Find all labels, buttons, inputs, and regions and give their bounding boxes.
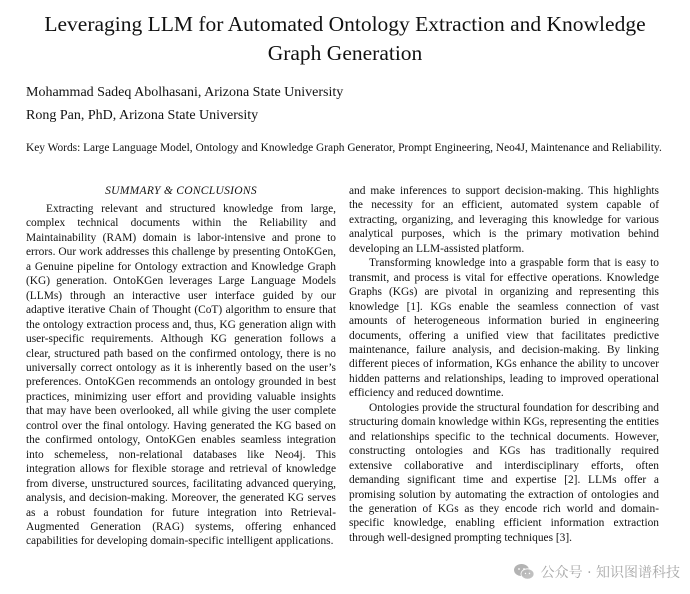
section-heading: SUMMARY & CONCLUSIONS — [105, 185, 257, 197]
body-paragraph: Transforming knowledge into a graspable form that is easy to transmit, and process is vital for effective operations. Knowledge Graphs (KGs) are pivotal in organizing and representing this knowledge [1]. KGs enable the seamless connection of vast amounts of heterogeneous information buried in engineering documents, offering a unified view that facilitates predictive maintenance, failure analysis, and decision-making. By linking different pieces of information, KGs enhance the ability to uncover hidden patterns and relationships, leading to improved operational efficiency and reduced downtime. — [349, 257, 659, 400]
summary-paragraph: Extracting relevant and structured knowledge from large, complex technical documents within the Reliability and Maintainability (RAM) domain is labor-intensive and prone to errors. Our work addresses this challenge by presenting OntoKGen, a Genuine pipeline for Ontology extraction and Knowledge Graph (KG) generation. OntoKGen leverages Large Language Models (LLMs) through an interactive user interface guided by our adaptive iterative Chain of Thought (CoT) algorithm to ensure that the ontology extraction process and, thus, KG generation align with user-specific requirements. Although KG generation follows a clear, structured path based on the confirmed ontology, there is no universally correct ontology as it is inherently based on the user’s preferences. OntoKGen recommends an ontology grounded in best practices, minimizing user effort and providing valuable insights that may have been overlooked, all while giving the user complete control over the final ontology. Having generated the KG based on the confirmed ontology, OntoKGen enables seamless integration into schemeless, non-relational databases like Neo4j. This integration allows for flexible storage and retrieval of knowledge from diverse, unstructured sources, facilitating advanced querying, analysis, and decision-making. Moreover, the generated KG serves as a robust foundation for future integration into Retrieval-Augmented Generation (RAG) systems, offering enhanced capabilities for developing domain-specific intelligent applications. — [26, 203, 336, 548]
body-paragraph: Ontologies provide the structural foundation for describing and structuring domain knowledge within KGs, representing the entities and relationships specific to the technical documents. However, constructing ontologies and KGs has traditionally required extensive collaborative and interdisciplinary efforts, often demanding significant time and expertise [2]. LLMs offer a promising solution by automating the extraction of ontologies and the generation of KGs as they encode rich world and domain-specific knowledge, enabling efficient information extraction through well-designed prompting techniques [3]. — [349, 401, 659, 544]
keywords: Key Words: Large Language Model, Ontology and Knowledge Graph Generator, Prompt Engineering, Neo4J, Maintenance and Reliability. — [26, 142, 662, 154]
left-column — [26, 184, 336, 549]
right-column — [349, 184, 659, 545]
paper-title: Leveraging LLM for Automated Ontology Extraction and Knowledge Graph Generation — [44, 12, 646, 65]
watermark-text: 公众号 · 知识图谱科技 — [540, 565, 680, 581]
wechat-icon — [513, 563, 535, 581]
author-line: Rong Pan, PhD, Arizona State University — [26, 108, 259, 123]
body-paragraph: and make inferences to support decision-making. This highlights the necessity for an efficient, automated system capable of extracting, organizing, and leveraging this knowledge for various analytical purposes, which is the primary motivation behind developing an LLM-assisted platform. — [349, 185, 659, 255]
watermark — [513, 562, 680, 582]
author-line: Mohammad Sadeq Abolhasani, Arizona State University — [26, 85, 344, 100]
